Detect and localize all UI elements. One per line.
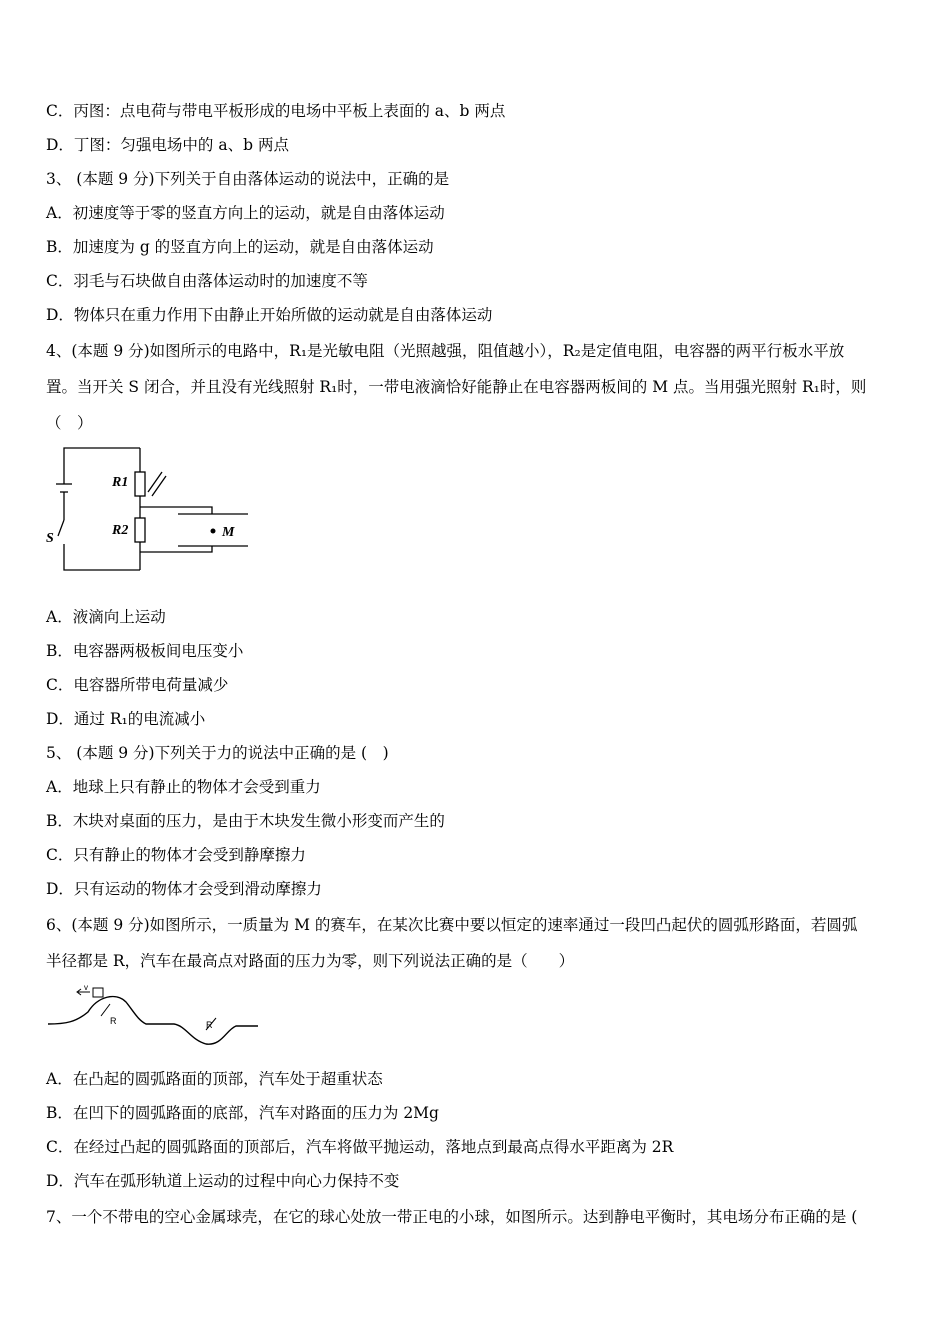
option-3d-prev: D．丁图：匀强电场中的 a、b 两点 bbox=[46, 136, 289, 154]
question-5-option-a: A．地球上只有静止的物体才会受到重力 bbox=[46, 778, 321, 796]
question-4-stem-line3: （ ） bbox=[46, 414, 93, 432]
r2-resistor bbox=[135, 518, 145, 542]
question-4-option-b: B．电容器两极板间电压变小 bbox=[46, 642, 244, 660]
question-7-stem: 7、一个不带电的空心金属球壳，在它的球心处放一带正电的小球，如图所示。达到静电平衡时，其电场分布正确的是 ( bbox=[46, 1208, 858, 1226]
car-icon bbox=[93, 988, 103, 997]
label-m: M bbox=[222, 525, 235, 540]
question-6-stem-line1: 6、(本题 9 分)如图所示，一质量为 M 的赛车，在某次比赛中要以恒定的速率通过一段凹凸起伏的圆弧形路面，若圆弧 bbox=[46, 916, 858, 934]
label-r-valley: R bbox=[206, 1020, 213, 1030]
label-r2: R2 bbox=[112, 523, 129, 538]
question-4-option-d: D．通过 R₁的电流减小 bbox=[46, 710, 206, 728]
droplet-m-dot bbox=[211, 529, 216, 534]
label-r-hill: R bbox=[110, 1016, 117, 1026]
question-4-stem-line2: 置。当开关 S 闭合，并且没有光线照射 R₁时，一带电液滴恰好能静止在电容器两板间的 M 点。当用强光照射 R₁时，则 bbox=[46, 378, 867, 396]
road-diagram bbox=[46, 982, 262, 1052]
option-3c-prev: C．丙图：点电荷与带电平板形成的电场中平板上表面的 a、b 两点 bbox=[46, 102, 506, 120]
question-3-option-a: A．初速度等于零的竖直方向上的运动，就是自由落体运动 bbox=[46, 204, 445, 222]
question-6-option-a: A．在凸起的圆弧路面的顶部，汽车处于超重状态 bbox=[46, 1070, 383, 1088]
light-arrow-icon bbox=[148, 472, 162, 492]
question-6-option-c: C．在经过凸起的圆弧路面的顶部后，汽车将做平抛运动，落地点到最高点得水平距离为 2R bbox=[46, 1138, 674, 1156]
question-5-stem: 5、 (本题 9 分)下列关于力的说法中正确的是 ( ) bbox=[46, 744, 389, 762]
r1-resistor bbox=[135, 472, 145, 496]
question-5-option-c: C．只有静止的物体才会受到静摩擦力 bbox=[46, 846, 306, 864]
label-r1: R1 bbox=[112, 475, 129, 490]
question-5-option-d: D．只有运动的物体才会受到滑动摩擦力 bbox=[46, 880, 322, 898]
question-4-option-c: C．电容器所带电荷量减少 bbox=[46, 676, 229, 694]
question-3-option-d: D．物体只在重力作用下由静止开始所做的运动就是自由落体运动 bbox=[46, 306, 493, 324]
question-4-option-a: A．液滴向上运动 bbox=[46, 608, 166, 626]
question-6-stem-line2: 半径都是 R，汽车在最高点对路面的压力为零，则下列说法正确的是（ ） bbox=[46, 952, 575, 970]
label-v: v bbox=[84, 983, 88, 992]
circuit-diagram bbox=[44, 440, 254, 578]
road-curve bbox=[48, 997, 258, 1045]
question-5-option-b: B．木块对桌面的压力，是由于木块发生微小形变而产生的 bbox=[46, 812, 445, 830]
label-s: S bbox=[46, 531, 54, 546]
question-3-stem: 3、 (本题 9 分)下列关于自由落体运动的说法中，正确的是 bbox=[46, 170, 450, 188]
question-6-option-d: D．汽车在弧形轨道上运动的过程中向心力保持不变 bbox=[46, 1172, 400, 1190]
question-4-stem-line1: 4、(本题 9 分)如图所示的电路中，R₁是光敏电阻（光照越强，阻值越小），R₂是定值电阻，电容器的两平行板水平放 bbox=[46, 342, 845, 360]
question-6-option-b: B．在凹下的圆弧路面的底部，汽车对路面的压力为 2Mg bbox=[46, 1104, 439, 1122]
question-3-option-c: C．羽毛与石块做自由落体运动时的加速度不等 bbox=[46, 272, 368, 290]
question-3-option-b: B．加速度为 g 的竖直方向上的运动，就是自由落体运动 bbox=[46, 238, 434, 256]
